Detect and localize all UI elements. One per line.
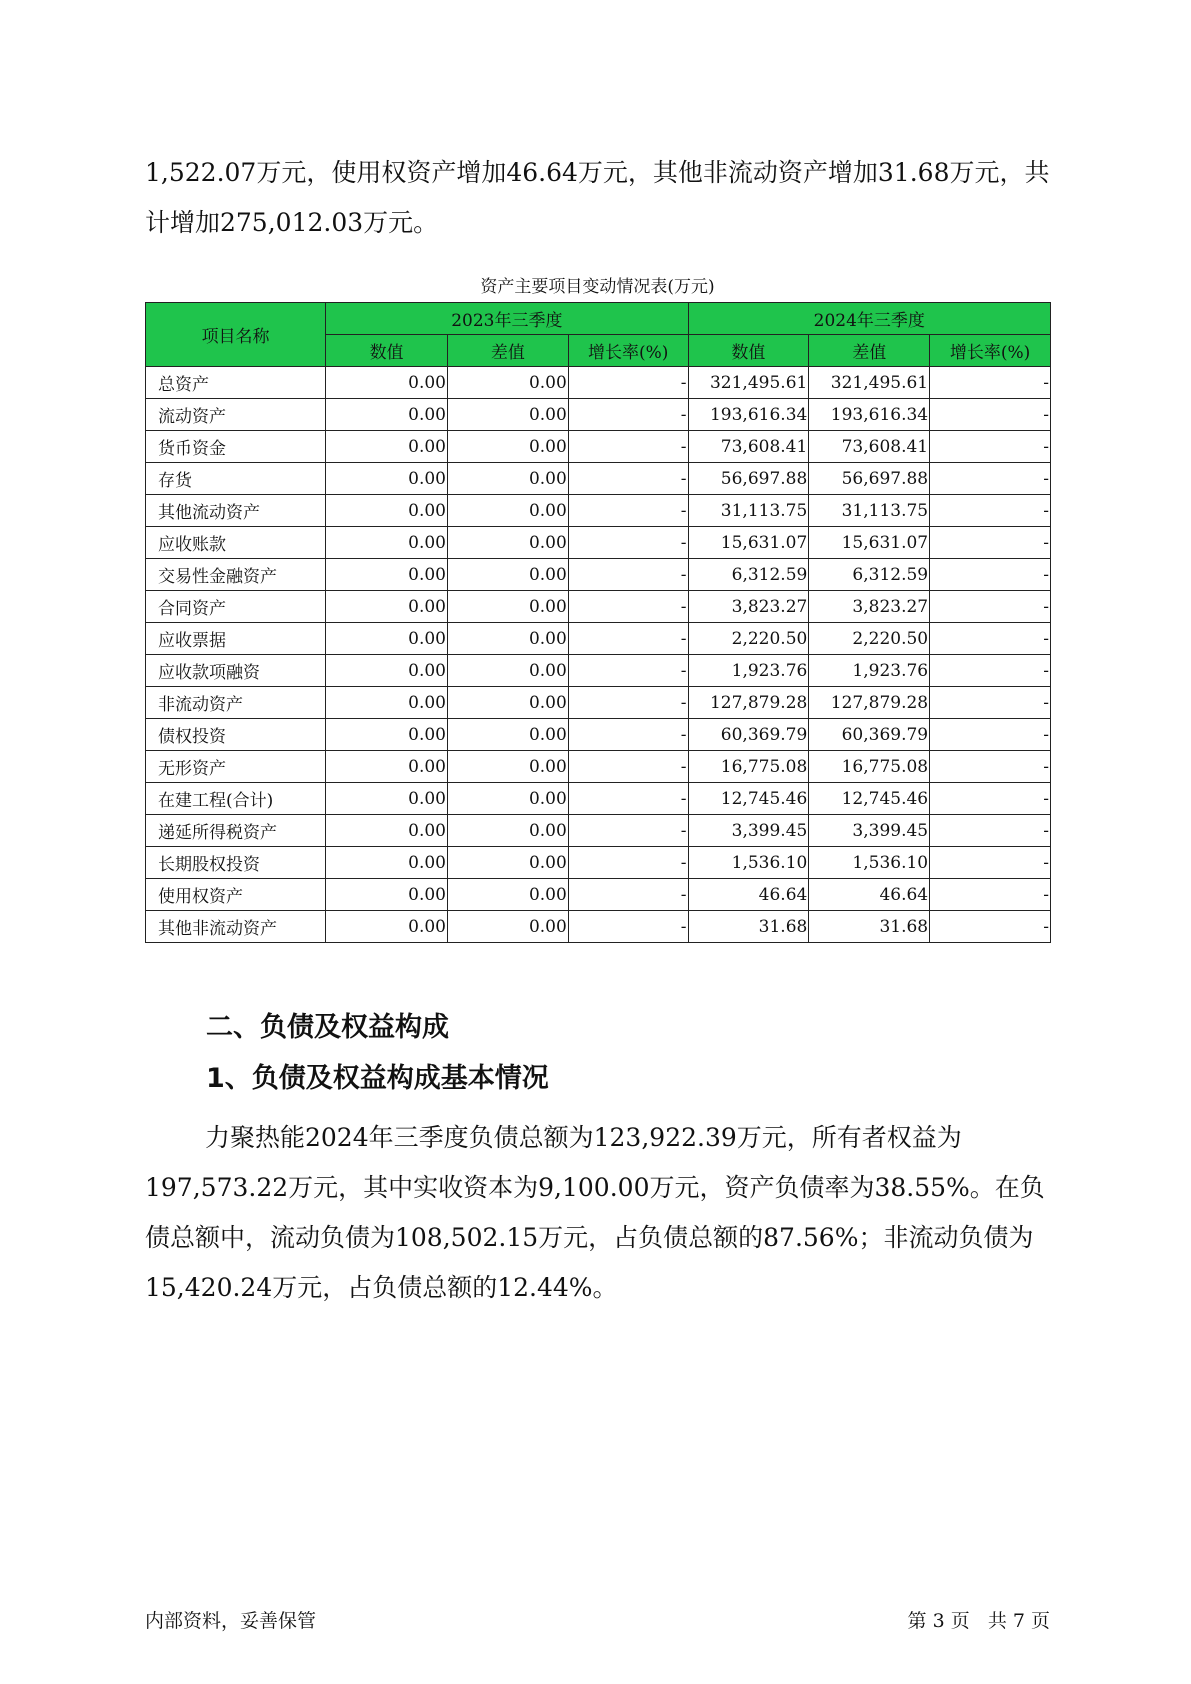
cell-2024-growth: -: [930, 879, 1051, 911]
cell-2024-growth: -: [930, 431, 1051, 463]
cell-2023-value: 0.00: [326, 687, 448, 719]
table-row: [146, 879, 1051, 911]
cell-2024-diff: 56,697.88: [809, 463, 930, 495]
cell-2024-growth: -: [930, 367, 1051, 399]
table-row: [146, 367, 1051, 399]
cell-2023-growth: -: [568, 495, 688, 527]
cell-2024-value: 321,495.61: [688, 367, 809, 399]
cell-2024-growth: -: [930, 655, 1051, 687]
cell-2023-growth: -: [568, 527, 688, 559]
cell-2023-diff: 0.00: [448, 783, 569, 815]
table-row: [146, 911, 1051, 943]
row-item-name: 货币资金: [146, 431, 326, 463]
table-row: [146, 719, 1051, 751]
cell-2023-value: 0.00: [326, 783, 448, 815]
cell-2023-growth: -: [568, 431, 688, 463]
cell-2023-diff: 0.00: [448, 367, 569, 399]
cell-2023-growth: -: [568, 367, 688, 399]
table-row: [146, 655, 1051, 687]
cell-2023-value: 0.00: [326, 495, 448, 527]
cell-2023-growth: -: [568, 591, 688, 623]
cell-2024-diff: 31.68: [809, 911, 930, 943]
cell-2023-diff: 0.00: [448, 687, 569, 719]
cell-2023-value: 0.00: [326, 623, 448, 655]
table-header-row: [146, 303, 1051, 335]
cell-2024-diff: 1,536.10: [809, 847, 930, 879]
table-row: [146, 751, 1051, 783]
cell-2023-value: 0.00: [326, 751, 448, 783]
table-row: [146, 527, 1051, 559]
cell-2023-value: 0.00: [326, 911, 448, 943]
cell-2023-growth: -: [568, 559, 688, 591]
cell-2024-diff: 3,823.27: [809, 591, 930, 623]
row-item-name: 交易性金融资产: [146, 559, 326, 591]
header-period-2023: 2023年三季度: [326, 303, 688, 335]
table-row: [146, 783, 1051, 815]
cell-2024-diff: 193,616.34: [809, 399, 930, 431]
footer-confidential-note: 内部资料，妥善保管: [145, 1610, 317, 1632]
intro-paragraph: 1,522.07万元，使用权资产增加46.64万元，其他非流动资产增加31.68万元，共计增加275,012.03万元。: [145, 158, 1050, 237]
row-item-name: 在建工程(合计): [146, 783, 326, 815]
cell-2023-diff: 0.00: [448, 815, 569, 847]
cell-2023-diff: 0.00: [448, 719, 569, 751]
header-value: 数值: [688, 335, 809, 367]
cell-2024-growth: -: [930, 847, 1051, 879]
row-item-name: 使用权资产: [146, 879, 326, 911]
cell-2023-value: 0.00: [326, 655, 448, 687]
header-diff: 差值: [448, 335, 569, 367]
cell-2023-growth: -: [568, 751, 688, 783]
table-row: [146, 623, 1051, 655]
row-item-name: 长期股权投资: [146, 847, 326, 879]
cell-2024-value: 2,220.50: [688, 623, 809, 655]
cell-2023-diff: 0.00: [448, 559, 569, 591]
cell-2024-growth: -: [930, 495, 1051, 527]
cell-2024-value: 15,631.07: [688, 527, 809, 559]
cell-2024-diff: 31,113.75: [809, 495, 930, 527]
cell-2023-diff: 0.00: [448, 527, 569, 559]
cell-2023-growth: -: [568, 687, 688, 719]
cell-2024-value: 31,113.75: [688, 495, 809, 527]
cell-2023-diff: 0.00: [448, 879, 569, 911]
row-item-name: 应收票据: [146, 623, 326, 655]
cell-2023-growth: -: [568, 463, 688, 495]
table-row: [146, 495, 1051, 527]
cell-2023-value: 0.00: [326, 431, 448, 463]
cell-2024-value: 3,399.45: [688, 815, 809, 847]
cell-2023-growth: -: [568, 879, 688, 911]
cell-2023-value: 0.00: [326, 559, 448, 591]
cell-2024-diff: 15,631.07: [809, 527, 930, 559]
cell-2024-growth: -: [930, 463, 1051, 495]
cell-2024-diff: 46.64: [809, 879, 930, 911]
row-item-name: 应收账款: [146, 527, 326, 559]
row-item-name: 应收款项融资: [146, 655, 326, 687]
table-row: [146, 847, 1051, 879]
header-item-name: 项目名称: [146, 303, 326, 367]
cell-2023-growth: -: [568, 623, 688, 655]
cell-2024-growth: -: [930, 815, 1051, 847]
header-diff: 差值: [809, 335, 930, 367]
cell-2023-value: 0.00: [326, 719, 448, 751]
cell-2024-diff: 127,879.28: [809, 687, 930, 719]
header-period-2024: 2024年三季度: [688, 303, 1050, 335]
cell-2024-value: 60,369.79: [688, 719, 809, 751]
section-heading: 二、负债及权益构成: [206, 1012, 449, 1043]
cell-2024-diff: 12,745.46: [809, 783, 930, 815]
cell-2023-diff: 0.00: [448, 591, 569, 623]
cell-2024-growth: -: [930, 591, 1051, 623]
cell-2023-value: 0.00: [326, 527, 448, 559]
cell-2024-value: 127,879.28: [688, 687, 809, 719]
cell-2023-growth: -: [568, 783, 688, 815]
table-row: [146, 687, 1051, 719]
header-growth: 增长率(%): [568, 335, 688, 367]
header-value: 数值: [326, 335, 448, 367]
subsection-heading: 1、负债及权益构成基本情况: [206, 1063, 549, 1094]
cell-2023-growth: -: [568, 911, 688, 943]
liabilities-paragraph: 力聚热能2024年三季度负债总额为123,922.39万元，所有者权益为197,573.22万元，其中实收资本为9,100.00万元，资产负债率为38.55%。在负债总额中，流动负债为108,502.15万元，占负债总额的87.56%；非流动负债为15,420.24万元，占负债总额的12.44%。: [145, 1123, 1045, 1302]
cell-2024-value: 12,745.46: [688, 783, 809, 815]
cell-2024-growth: -: [930, 623, 1051, 655]
cell-2024-diff: 60,369.79: [809, 719, 930, 751]
table-row: [146, 591, 1051, 623]
cell-2024-diff: 6,312.59: [809, 559, 930, 591]
cell-2023-diff: 0.00: [448, 399, 569, 431]
cell-2024-growth: -: [930, 719, 1051, 751]
asset-change-table: [145, 302, 1051, 943]
cell-2024-diff: 73,608.41: [809, 431, 930, 463]
cell-2023-diff: 0.00: [448, 431, 569, 463]
row-item-name: 非流动资产: [146, 687, 326, 719]
cell-2023-diff: 0.00: [448, 463, 569, 495]
row-item-name: 无形资产: [146, 751, 326, 783]
table-row: [146, 815, 1051, 847]
cell-2024-growth: -: [930, 527, 1051, 559]
cell-2024-value: 1,923.76: [688, 655, 809, 687]
table-caption: 资产主要项目变动情况表(万元): [480, 277, 715, 297]
header-growth: 增长率(%): [930, 335, 1051, 367]
row-item-name: 其他非流动资产: [146, 911, 326, 943]
cell-2023-value: 0.00: [326, 879, 448, 911]
cell-2024-value: 193,616.34: [688, 399, 809, 431]
cell-2024-growth: -: [930, 751, 1051, 783]
cell-2023-growth: -: [568, 655, 688, 687]
cell-2023-diff: 0.00: [448, 847, 569, 879]
table-row: [146, 463, 1051, 495]
cell-2023-value: 0.00: [326, 463, 448, 495]
cell-2023-growth: -: [568, 815, 688, 847]
cell-2024-value: 3,823.27: [688, 591, 809, 623]
cell-2023-growth: -: [568, 719, 688, 751]
cell-2024-growth: -: [930, 783, 1051, 815]
cell-2023-growth: -: [568, 399, 688, 431]
table-row: [146, 559, 1051, 591]
cell-2024-value: 31.68: [688, 911, 809, 943]
row-item-name: 总资产: [146, 367, 326, 399]
cell-2024-value: 16,775.08: [688, 751, 809, 783]
cell-2024-diff: 2,220.50: [809, 623, 930, 655]
cell-2024-value: 56,697.88: [688, 463, 809, 495]
cell-2023-diff: 0.00: [448, 623, 569, 655]
row-item-name: 递延所得税资产: [146, 815, 326, 847]
cell-2023-diff: 0.00: [448, 911, 569, 943]
cell-2024-growth: -: [930, 559, 1051, 591]
table-body: [146, 367, 1051, 943]
cell-2023-growth: -: [568, 847, 688, 879]
cell-2023-diff: 0.00: [448, 751, 569, 783]
row-item-name: 债权投资: [146, 719, 326, 751]
cell-2024-diff: 1,923.76: [809, 655, 930, 687]
row-item-name: 存货: [146, 463, 326, 495]
table-row: [146, 399, 1051, 431]
cell-2023-value: 0.00: [326, 591, 448, 623]
cell-2023-value: 0.00: [326, 399, 448, 431]
row-item-name: 流动资产: [146, 399, 326, 431]
cell-2024-growth: -: [930, 911, 1051, 943]
cell-2023-value: 0.00: [326, 367, 448, 399]
cell-2024-value: 6,312.59: [688, 559, 809, 591]
cell-2024-growth: -: [930, 399, 1051, 431]
cell-2023-value: 0.00: [326, 847, 448, 879]
cell-2023-diff: 0.00: [448, 495, 569, 527]
footer-page-number: 第 3 页 共 7 页: [907, 1610, 1050, 1632]
cell-2024-value: 46.64: [688, 879, 809, 911]
cell-2024-diff: 3,399.45: [809, 815, 930, 847]
cell-2024-diff: 16,775.08: [809, 751, 930, 783]
table-row: [146, 431, 1051, 463]
cell-2024-growth: -: [930, 687, 1051, 719]
cell-2024-value: 73,608.41: [688, 431, 809, 463]
row-item-name: 其他流动资产: [146, 495, 326, 527]
cell-2024-value: 1,536.10: [688, 847, 809, 879]
row-item-name: 合同资产: [146, 591, 326, 623]
cell-2023-diff: 0.00: [448, 655, 569, 687]
cell-2024-diff: 321,495.61: [809, 367, 930, 399]
cell-2023-value: 0.00: [326, 815, 448, 847]
